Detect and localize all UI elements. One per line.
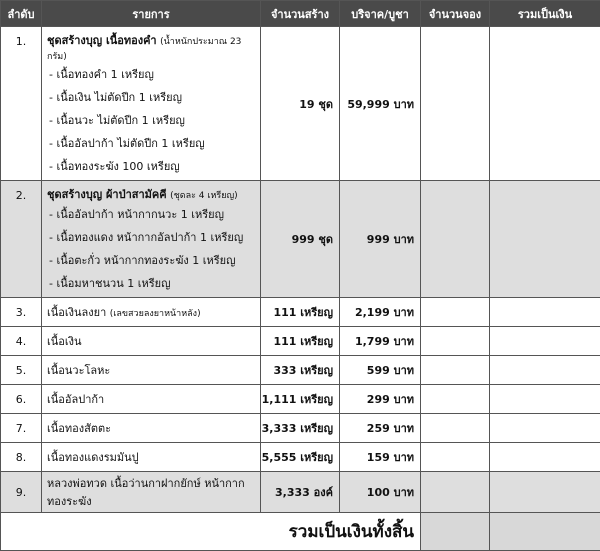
row-number: 4. [1,327,42,356]
header-total: รวมเป็นเงิน [490,1,600,27]
row-qty: 3,333 เหรียญ [261,414,340,443]
set-note: (น้ำหนักประมาณ 23 กรัม) [47,37,241,62]
table-row-9 [1,472,600,513]
row-qty: 111 เหรียญ [261,298,340,327]
row-qty: 111 เหรียญ [261,327,340,356]
header-price: บริจาค/บูชา [340,1,421,27]
header-qty: จำนวนสร้าง [261,1,340,27]
row-qty: 333 เหรียญ [261,356,340,385]
row-item: เนื้ออัลปาก้า [42,385,261,414]
row-price: 299 บาท [340,385,421,414]
row-item [42,27,261,181]
total-cell[interactable] [490,327,600,356]
grand-total-cell[interactable] [490,513,600,551]
list-item: - เนื้ออัลปาก้า หน้ากากนวะ 1 เหรียญ [47,203,256,226]
row-note: (เลขสวยลงยาหน้าหลัง) [110,309,201,319]
table-row [1,327,600,356]
row-qty: 999 ชุด [261,181,340,298]
set-note: (ชุดละ 4 เหรียญ) [170,191,238,201]
reserve-cell[interactable] [421,472,490,513]
grand-total-reserve-cell[interactable] [421,513,490,551]
row-price: 1,799 บาท [340,327,421,356]
row-item: หลวงพ่อทวด เนื้อว่านกาฝากยักษ์ หน้ากากทองระฆัง [42,472,261,513]
reserve-cell[interactable] [421,443,490,472]
list-item: - เนื้อตะกั่ว หน้ากากทองระฆัง 1 เหรียญ [47,249,256,272]
total-cell[interactable] [490,414,600,443]
table-row-set2 [1,181,600,298]
row-price: 999 บาท [340,181,421,298]
list-item: - เนื้ออัลปาก้า ไม่ตัดปีก 1 เหรียญ [47,132,256,155]
row-number: 7. [1,414,42,443]
row-item: เนื้อเงินลงยา (เลขสวยลงยาหน้าหลัง) [42,298,261,327]
row-price: 259 บาท [340,414,421,443]
row-price: 2,199 บาท [340,298,421,327]
row-qty: 5,555 เหรียญ [261,443,340,472]
total-cell[interactable] [490,443,600,472]
table-row [1,356,600,385]
reserve-cell[interactable] [421,356,490,385]
table-row [1,414,600,443]
row-item: เนื้อทองแดงรมมันปู [42,443,261,472]
header-item: รายการ [42,1,261,27]
reserve-cell[interactable] [421,298,490,327]
table-row [1,298,600,327]
row-qty: 19 ชุด [261,27,340,181]
row-number: 3. [1,298,42,327]
reserve-cell[interactable] [421,27,490,181]
total-cell[interactable] [490,472,600,513]
row-qty: 1,111 เหรียญ [261,385,340,414]
header-row [1,1,600,27]
list-item: - เนื้อเงิน ไม่ตัดปีก 1 เหรียญ [47,86,256,109]
row-number: 6. [1,385,42,414]
row-number: 2. [1,181,42,298]
list-item: - เนื้อทองระฆัง 100 เหรียญ [47,155,256,178]
total-cell[interactable] [490,356,600,385]
total-cell[interactable] [490,298,600,327]
total-cell[interactable] [490,385,600,414]
row-price: 599 บาท [340,356,421,385]
row-item [42,181,261,298]
row-number: 1. [1,27,42,181]
row-item: เนื้อทองสัตตะ [42,414,261,443]
reserve-cell[interactable] [421,385,490,414]
reserve-cell[interactable] [421,181,490,298]
list-item: - เนื้อทองแดง หน้ากากอัลปาก้า 1 เหรียญ [47,226,256,249]
table-row [1,385,600,414]
table-row [1,443,600,472]
grand-total-row [1,513,600,551]
total-cell[interactable] [490,27,600,181]
row-qty: 3,333 องค์ [261,472,340,513]
row-number: 8. [1,443,42,472]
row-price: 59,999 บาท [340,27,421,181]
grand-total-label: รวมเป็นเงินทั้งสิ้น [1,513,421,551]
reserve-cell[interactable] [421,414,490,443]
header-no: ลำดับ [1,1,42,27]
row-price: 159 บาท [340,443,421,472]
list-item: - เนื้อมหาชนวน 1 เหรียญ [47,272,256,295]
row-number: 5. [1,356,42,385]
row-number: 9. [1,472,42,513]
list-item: - เนื้อทองคำ 1 เหรียญ [47,63,256,86]
header-reserve: จำนวนจอง [421,1,490,27]
set-title: ชุดสร้างบุญ ผ้าป่าสามัคคี (ชุดละ 4 เหรียญ) [47,185,256,203]
list-item: - เนื้อนวะ ไม่ตัดปีก 1 เหรียญ [47,109,256,132]
reserve-cell[interactable] [421,327,490,356]
row-item: เนื้อเงิน [42,327,261,356]
set-title: ชุดสร้างบุญ เนื้อทองคำ (น้ำหนักประมาณ 23 กรัม) [47,31,256,63]
row-price: 100 บาท [340,472,421,513]
row-item: เนื้อนวะโลหะ [42,356,261,385]
table-row-set1 [1,27,600,181]
total-cell[interactable] [490,181,600,298]
